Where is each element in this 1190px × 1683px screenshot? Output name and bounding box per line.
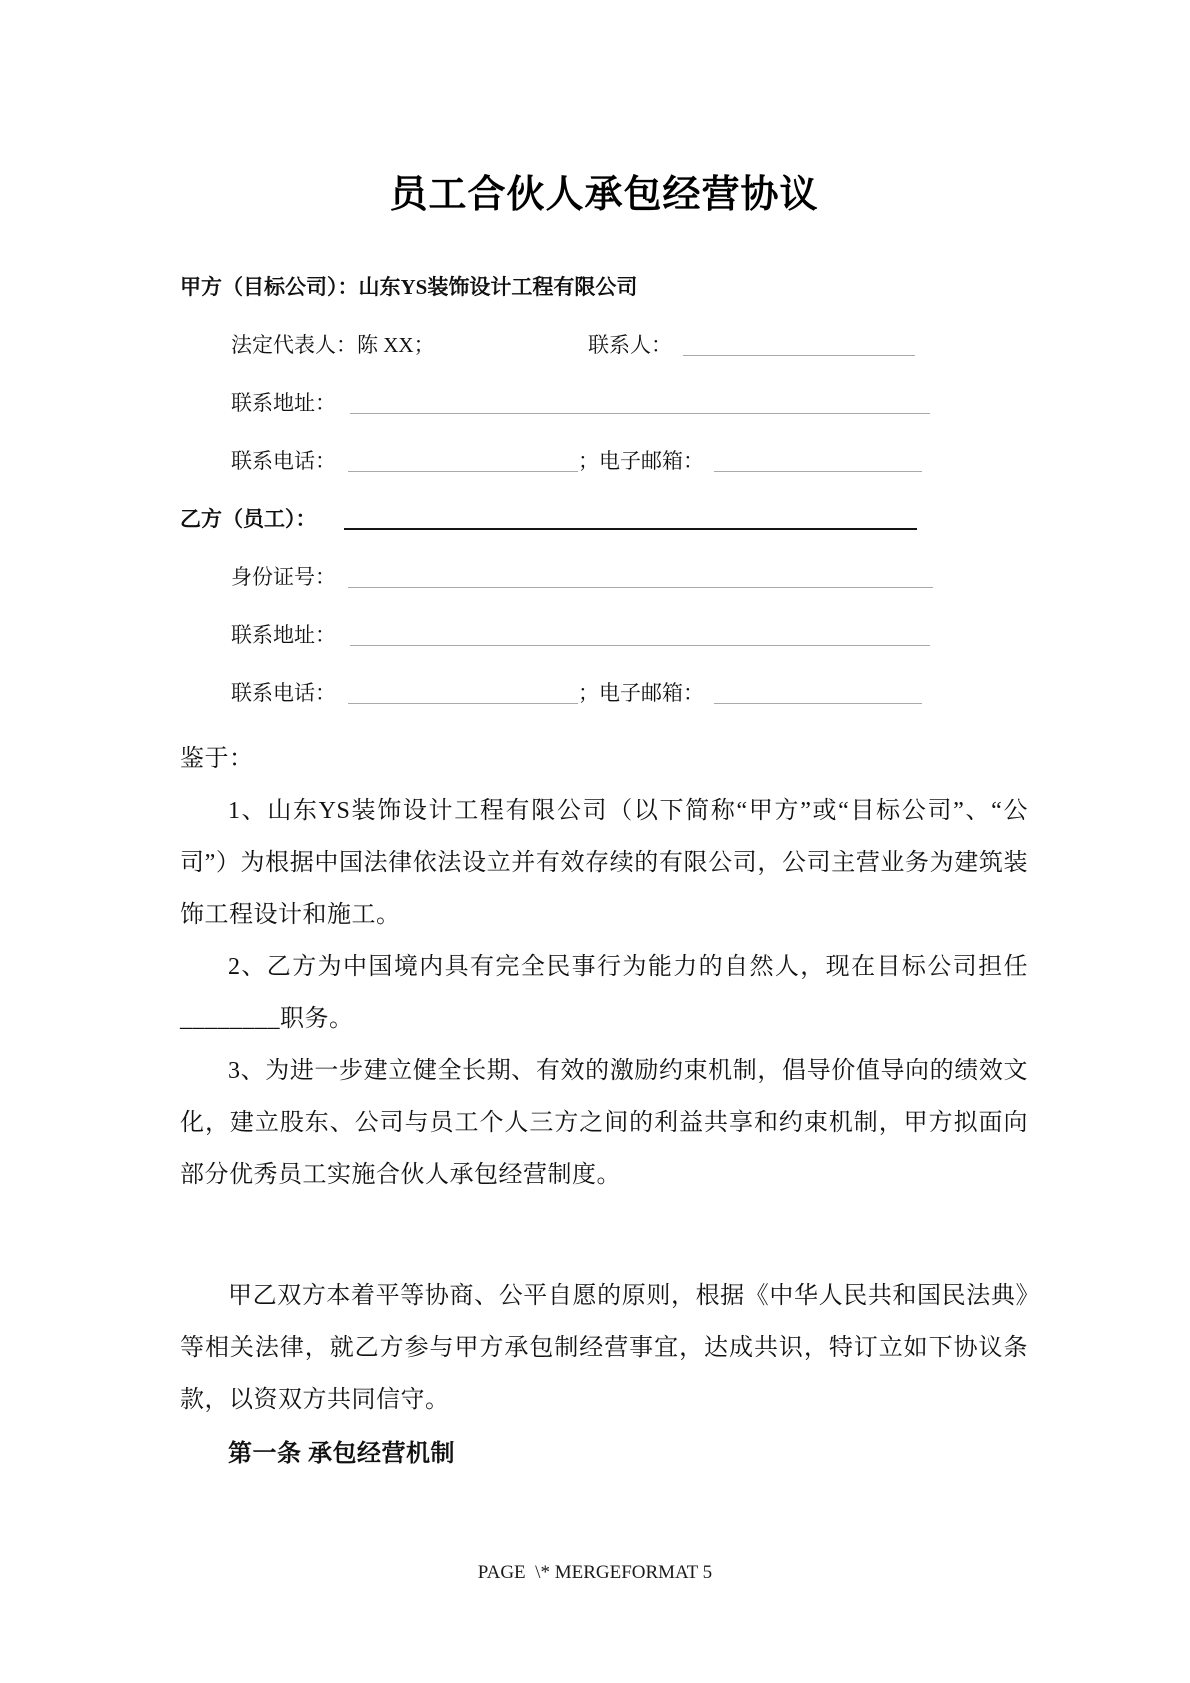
page-footer-field: PAGE \* MERGEFORMAT 5 — [477, 1562, 713, 1583]
party-a-address-label: 联系地址： — [231, 391, 336, 415]
party-a-address-blank[interactable] — [350, 392, 930, 414]
party-b-phone-line — [180, 664, 1028, 722]
party-a-phone-label: 联系电话： — [231, 449, 336, 473]
party-a-contact-person-label: 联系人： — [588, 333, 672, 357]
party-a-email-label: ；电子邮箱： — [578, 449, 704, 473]
whereas-item-1: 1、山东YS装饰设计工程有限公司（以下简称“甲方”或“目标公司”、“公司”）为根据中国法律依法设立并有效存续的有限公司，公司主营业务为建筑装饰工程设计和施工。 — [180, 798, 1028, 928]
whereas-item-3: 3、为进一步建立健全长期、有效的激励约束机制，倡导价值导向的绩效文化，建立股东、公司与员工个人三方之间的利益共享和约束机制，甲方拟面向部分优秀员工实施合伙人承包经营制度。 — [180, 1058, 1028, 1188]
party-a-legal-rep-label: 法定代表人：陈 XX； — [231, 333, 435, 357]
party-b-email-label: ；电子邮箱： — [578, 681, 704, 705]
party-b-id-label: 身份证号： — [231, 565, 336, 589]
whereas-item-2: 2、乙方为中国境内具有完全民事行为能力的自然人，现在目标公司担任________职务。 — [180, 954, 1028, 1032]
party-a-contact-person-blank[interactable] — [683, 334, 915, 356]
party-b-id-blank[interactable] — [348, 566, 933, 588]
party-b-address-label: 联系地址： — [231, 623, 336, 647]
party-b-id-line — [180, 548, 1028, 606]
party-a-address-line — [180, 374, 1028, 432]
party-a-heading: 甲方（目标公司）：山东YS装饰设计工程有限公司 — [180, 275, 638, 299]
party-b-address-blank[interactable] — [350, 624, 930, 646]
party-b-heading-line — [180, 490, 1028, 548]
party-a-email-blank[interactable] — [714, 450, 922, 472]
document-title: 员工合伙人承包经营协议 — [389, 174, 819, 216]
party-b-phone-label: 联系电话： — [231, 681, 336, 705]
party-b-address-line — [180, 606, 1028, 664]
section-1-heading: 第一条 承包经营机制 — [228, 1441, 455, 1467]
party-a-phone-line — [180, 432, 1028, 490]
party-a-legal-rep-line — [180, 316, 1028, 374]
party-a-phone-blank[interactable] — [348, 450, 578, 472]
party-b-heading: 乙方（员工）： — [180, 507, 317, 531]
whereas-heading: 鉴于： — [180, 746, 254, 772]
party-b-name-blank[interactable] — [344, 507, 917, 530]
party-b-phone-blank[interactable] — [348, 682, 578, 704]
preamble-paragraph: 甲乙双方本着平等协商、公平自愿的原则，根据《中华人民共和国民法典》等相关法律，就乙方参与甲方承包制经营事宜，达成共识，特订立如下协议条款，以资双方共同信守。 — [180, 1283, 1028, 1413]
party-b-email-blank[interactable] — [714, 682, 922, 704]
